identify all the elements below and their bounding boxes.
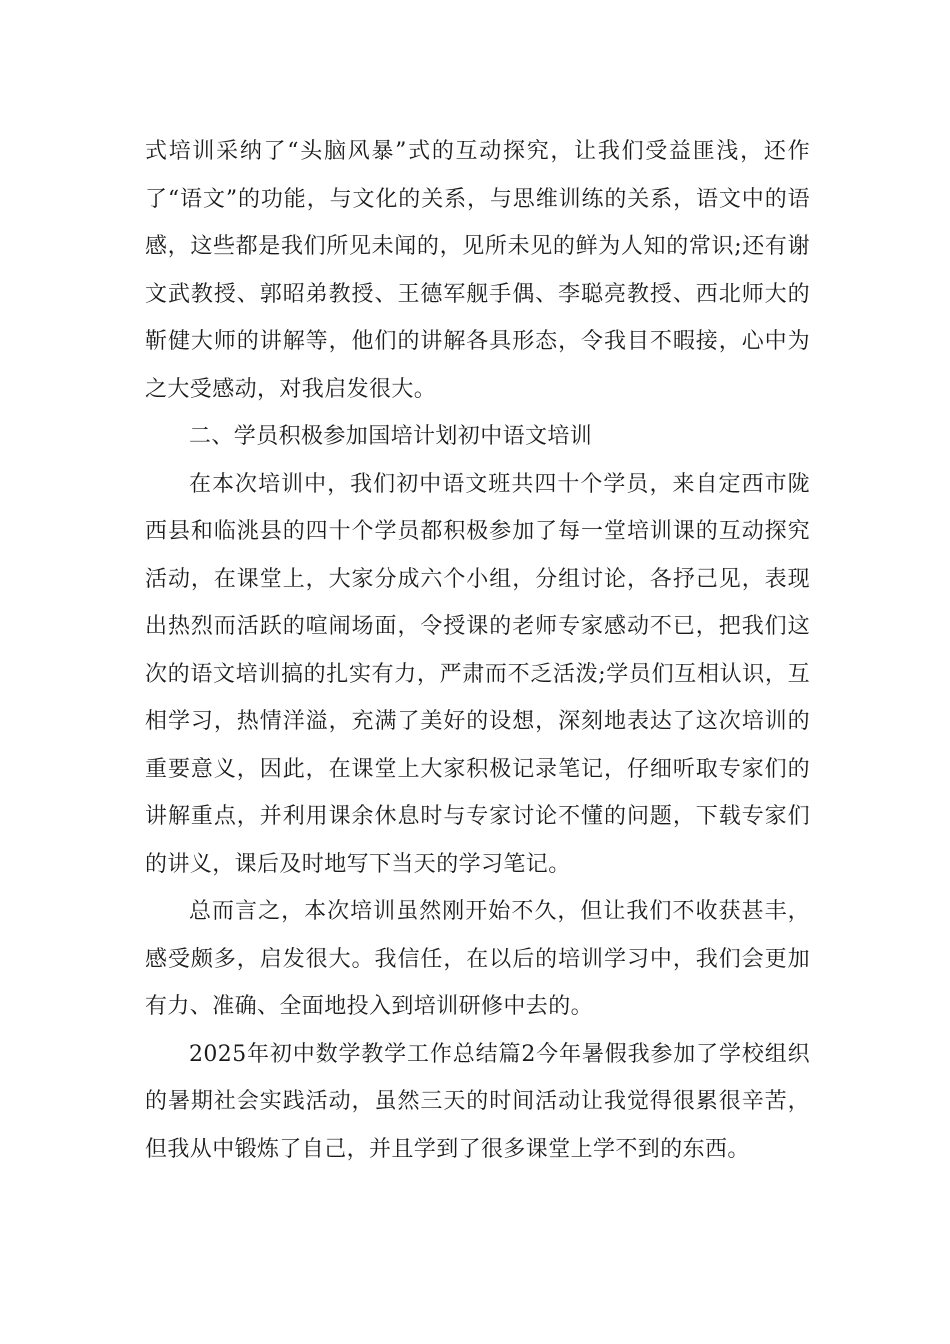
document-body xyxy=(145,128,810,1173)
section-heading-two: 二、学员积极参加国培计划初中语文培训 xyxy=(189,424,593,449)
paragraph-training-method: 式培训采纳了“头脑风暴”式的互动探究，让我们受益匪浅，还作了“语文”的功能，与文化的关系，与思维训练的关系，语文中的语感，这些都是我们所见未闻的，见所未见的鲜为人知的常识;还有谢文武教授、郭昭弟教授、王德军舰手偶、李聪亮教授、西北师大的靳健大师的讲解等，他们的讲解各具形态，令我目不暇接，心中为之大受感动，对我启发很大。 xyxy=(145,139,810,402)
paragraph-conclusion: 总而言之，本次培训虽然刚开始不久，但让我们不收获甚丰，感受颇多，启发很大。我信任，在以后的培训学习中，我们会更加有力、准确、全面地投入到培训研修中去的。 xyxy=(145,899,810,1019)
paragraph-summary-article-two: 2025年初中数学教学工作总结篇2今年暑假我参加了学校组织的暑期社会实践活动，虽然三天的时间活动让我觉得很累很辛苦，但我从中锻炼了自己，并且学到了很多课堂上学不到的东西。 xyxy=(145,1041,810,1162)
paragraph-class-participation: 在本次培训中，我们初中语文班共四十个学员，来自定西市陇西县和临洮县的四十个学员都积极参加了每一堂培训课的互动探究活动，在课堂上，大家分成六个小组，分组讨论，各抒己见，表现出热烈而活跃的喧闹场面，令授课的老师专家感动不已，把我们这次的语文培训搞的扎实有力，严肃而不乏活泼;学员们互相认识，互相学习，热情洋溢，充满了美好的设想，深刻地表达了这次培训的重要意义，因此，在课堂上大家积极记录笔记，仔细听取专家们的讲解重点，并利用课余休息时与专家讨论不懂的问题，下载专家们的讲义，课后及时地写下当天的学习笔记。 xyxy=(145,471,810,877)
